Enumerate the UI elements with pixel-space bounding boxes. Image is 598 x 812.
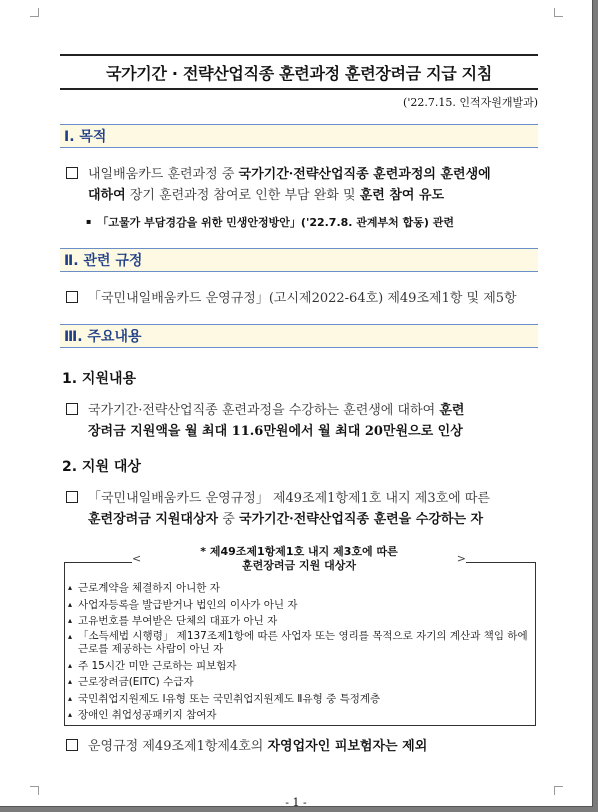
section-heading-regulations bbox=[60, 248, 538, 272]
list-item: ▴ 근로계약을 체결하지 아니한 자 bbox=[68, 580, 534, 597]
bullet-icon: ▪ bbox=[86, 217, 92, 226]
eligibility-box-title bbox=[132, 545, 466, 573]
document-title-text: 국가기간 · 전략산업직종 훈련과정 훈련장려금 지급 지침 bbox=[106, 63, 492, 83]
text-bold: 국가기간·전략산업직종 훈련을 수강하는 자 bbox=[238, 512, 484, 527]
page-corner-marker bbox=[554, 786, 563, 795]
text: 「국민내일배움카드 운영규정」 제49조제1항제1호 내지 제3호에 따른 bbox=[88, 491, 490, 506]
support-content-paragraph bbox=[66, 400, 540, 442]
text-bold: 훈련 bbox=[439, 403, 465, 418]
eligibility-list bbox=[68, 580, 534, 724]
list-item: ▴ 국민취업지원제도 Ⅰ유형 또는 국민취업지원제도 Ⅱ유형 중 특정계층 bbox=[68, 691, 534, 708]
support-target-paragraph bbox=[66, 488, 540, 530]
section-heading-text: Ⅰ. 목적 bbox=[64, 129, 107, 145]
page-number: - 1 - bbox=[285, 796, 307, 809]
list-item: ▴ 주 15시간 미만 근로하는 피보험자 bbox=[68, 658, 534, 675]
checkbox-icon bbox=[66, 403, 78, 415]
section-heading-purpose bbox=[60, 124, 538, 148]
checkbox-icon bbox=[66, 491, 78, 503]
page-corner-marker bbox=[30, 8, 39, 17]
text: 「국민내일배움카드 운영규정」(고시제2022-64호) 제49조제1항 및 제5항 bbox=[88, 291, 517, 306]
section-heading-text: Ⅲ. 주요내용 bbox=[64, 329, 142, 345]
text: 국가기간·전략산업직종 훈련과정을 수강하는 훈련생에 대하여 bbox=[88, 403, 440, 418]
text-bold: 훈련 참여 유도 bbox=[359, 188, 445, 203]
text-bold: 훈련장려금 지원대상자 bbox=[88, 512, 219, 527]
section-heading-main bbox=[60, 324, 538, 348]
checkbox-icon bbox=[66, 291, 78, 303]
text-bold: 장려금 지원액을 월 최대 11.6만원에서 월 최대 20만원으로 인상 bbox=[88, 424, 463, 439]
page-corner-marker bbox=[30, 786, 39, 795]
text: 「고물가 부담경감을 위한 민생안정방안」('22.7.8. 관계부처 합동) 관련 bbox=[97, 216, 454, 229]
text-bold: 대하여 bbox=[88, 188, 126, 203]
text: 중 bbox=[218, 512, 239, 527]
text: 훈련장려금 지원 대상자 bbox=[242, 559, 356, 572]
text: 운영규정 제49조제1항제4호의 bbox=[88, 739, 268, 754]
subheading-support-target: 2. 지원 대상 bbox=[62, 459, 141, 475]
angle-right-icon: > bbox=[456, 552, 466, 565]
text: * 제49조제1항제1호 내지 제3호에 따른 bbox=[200, 545, 398, 558]
document-date: ('22.7.15. 인적자원개발과) bbox=[403, 96, 538, 109]
list-item: ▴ 「소득세법 시행령」 제137조제1항에 따른 사업자 또는 영리를 목적으로 자기의 계산과 책임 하에 근로를 제공하는 사람이 아닌 자 bbox=[68, 630, 534, 656]
angle-left-icon: < bbox=[132, 552, 142, 565]
subheading-support-content: 1. 지원내용 bbox=[62, 371, 137, 387]
text: 장기 훈련과정 참여로 인한 부담 완화 및 bbox=[125, 188, 360, 203]
list-item: ▴ 근로장려금(EITC) 수급자 bbox=[68, 674, 534, 691]
section-heading-text: Ⅱ. 관련 규정 bbox=[64, 253, 143, 269]
checkbox-icon bbox=[66, 167, 78, 179]
regulations-paragraph bbox=[66, 288, 540, 309]
text-bold: 자영업자인 피보험자는 제외 bbox=[267, 739, 428, 754]
checkbox-icon bbox=[66, 739, 78, 751]
list-item: ▴ 사업자등록을 발급받거나 법인의 이사가 아닌 자 bbox=[68, 597, 534, 614]
text: 내일배움카드 훈련과정 중 bbox=[88, 167, 239, 182]
list-item: ▴ 고유번호를 부여받은 단체의 대표가 아닌 자 bbox=[68, 613, 534, 630]
exclusion-paragraph bbox=[66, 736, 540, 757]
purpose-bullet bbox=[86, 214, 454, 230]
list-item: ▴ 장애인 취업성공패키지 참여자 bbox=[68, 707, 534, 724]
page-corner-marker bbox=[554, 8, 563, 17]
text-bold: 국가기간·전략산업직종 훈련과정의 훈련생에 bbox=[238, 167, 491, 182]
document-title bbox=[60, 54, 538, 90]
purpose-paragraph bbox=[66, 164, 540, 206]
